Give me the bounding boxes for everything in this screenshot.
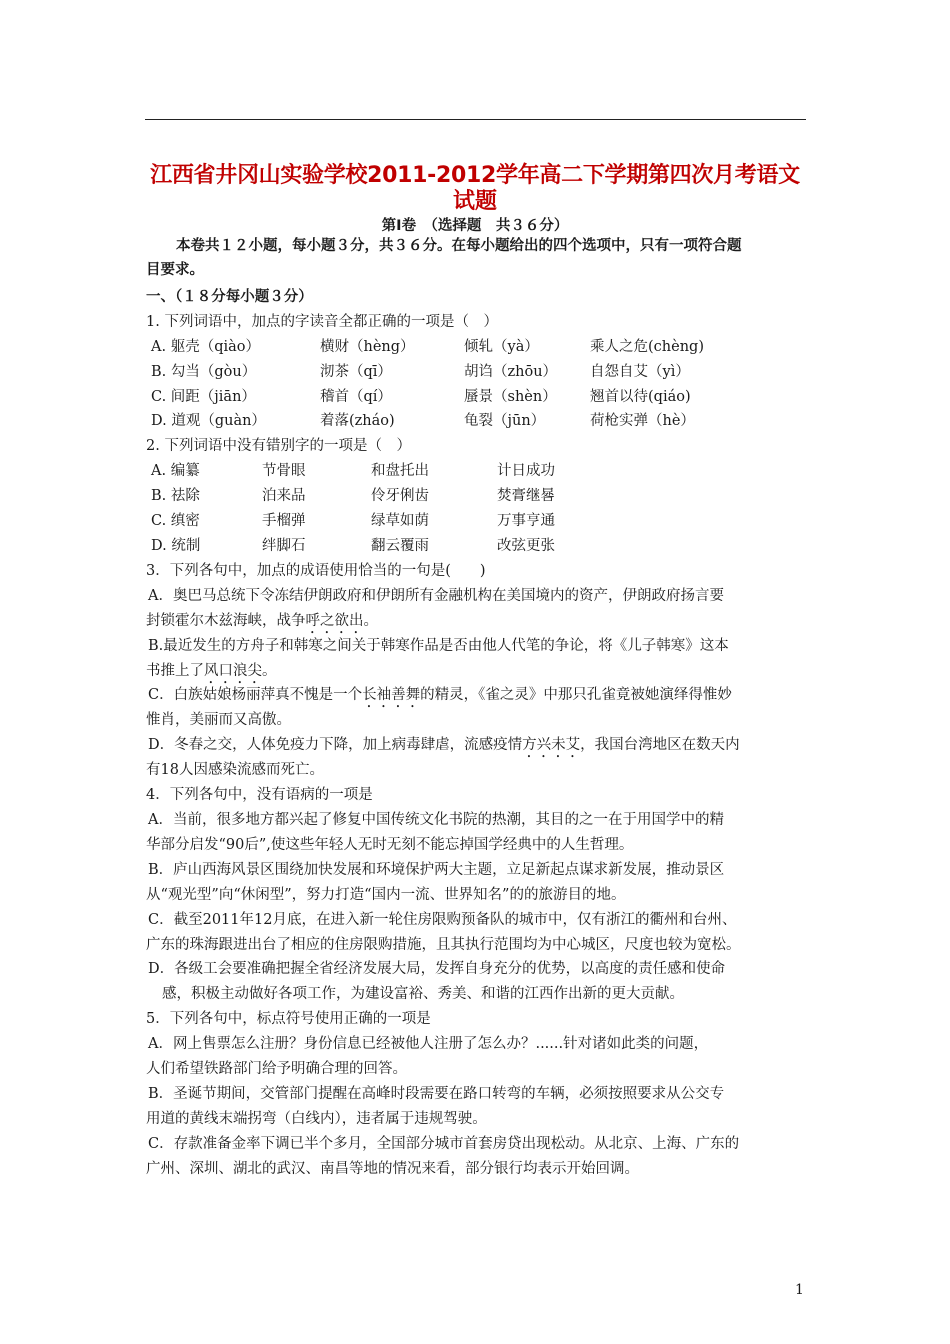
q3-option-b-line2: 书推上了风口浪尖。	[146, 663, 277, 679]
q1-option-cell: 倾轧（yà）	[464, 339, 539, 355]
q2-option-cell: 万事亨通	[497, 513, 555, 529]
q2-option-cell: 节骨眼	[262, 463, 306, 479]
q1-option-cell: 着落(zháo)	[320, 413, 395, 429]
header-rule	[145, 119, 806, 120]
q2-option-cell: 伶牙俐齿	[371, 488, 429, 504]
q1-option-cell: 胡诌（zhōu）	[464, 364, 558, 380]
q3-idiom-c: 长袖善舞	[362, 687, 421, 703]
q2-option-cell: D. 统制	[151, 538, 201, 554]
q3-idiom-a: 呼之欲出	[305, 613, 364, 629]
q3-option-d-line2: 有18人因感染流感而死亡。	[146, 762, 324, 778]
q5-line: B．圣诞节期间，交管部门提醒在高峰时段需要在路口转弯的车辆，必须按照要求从公交专	[148, 1086, 725, 1102]
q5-line: 人们希望铁路部门给予明确合理的回答。	[146, 1061, 407, 1077]
section-heading: 第Ⅰ卷 （选择题 共３６分）	[381, 218, 569, 234]
intro-line1: 本卷共１２小题，每小题３分，共３６分。在每小题给出的四个选项中，只有一项符合题	[176, 238, 742, 254]
q3-option-a-line1: A．奥巴马总统下令冻结伊朗政府和伊朗所有金融机构在美国境内的资产，伊朗政府扬言要	[148, 588, 724, 604]
q1-option-cell: B. 勾当（gòu）	[151, 364, 257, 380]
q1-option-cell: 龟裂（jūn）	[464, 413, 546, 429]
q1-option-cell: 翘首以待(qiáo)	[590, 389, 691, 405]
q3-option-a-line2: 封锁霍尔木兹海峡，战争呼之欲出。	[146, 613, 378, 629]
q4-line: 华部分启发“90后”,使这些年轻人无时无刻不能忘掉国学经典中的人生哲理。	[146, 837, 634, 853]
q5-stem: 5．下列各句中，标点符号使用正确的一项是	[146, 1011, 431, 1027]
title-line2: 试题	[452, 189, 497, 214]
title-line1: 江西省井冈山实验学校2011-2012学年高二下学期第四次月考语文	[150, 163, 800, 188]
q1-stem: 1. 下列词语中，加点的字读音全都正确的一项是（ ）	[146, 314, 498, 330]
q5-line: A．网上售票怎么注册？身份信息已经被他人注册了怎么办？......针对诸如此类的问题，	[148, 1036, 709, 1052]
q2-option-cell: 泊来品	[262, 488, 306, 504]
q3-stem: 3．下列各句中，加点的成语使用恰当的一句是( )	[146, 563, 486, 579]
q1-option-cell: 自怨自艾（yì）	[590, 364, 690, 380]
q3-option-c-line2: 惟肖，美丽而又高傲。	[146, 712, 291, 728]
q4-line: A．当前，很多地方都兴起了修复中国传统文化书院的热潮，其目的之一在于用国学中的精	[148, 812, 724, 828]
q5-line: C．存款准备金率下调已半个多月，全国部分城市首套房贷出现松动。从北京、上海、广东的	[148, 1136, 740, 1152]
q2-option-cell: A. 编纂	[151, 463, 200, 479]
q4-line: 广东的珠海跟进出台了相应的住房限购措施，且其执行范围均为中心城区，尺度也较为宽松。	[146, 937, 741, 953]
q2-option-cell: 和盘托出	[371, 463, 429, 479]
part-heading: 一、（１８分每小题３分）	[146, 289, 313, 305]
q1-option-cell: A. 躯壳（qiào）	[151, 339, 260, 355]
q1-option-cell: 乘人之危(chèng)	[590, 339, 704, 355]
q2-stem: 2. 下列词语中没有错别字的一项是（ ）	[146, 438, 411, 454]
q2-option-cell: 计日成功	[497, 463, 555, 479]
q2-option-cell: 改弦更张	[497, 538, 555, 554]
q2-option-cell: 绿草如荫	[371, 513, 429, 529]
q2-option-cell: 翻云覆雨	[371, 538, 429, 554]
q4-line: 感，积极主动做好各项工作，为建设富裕、秀美、和谐的江西作出新的更大贡献。	[162, 986, 684, 1002]
q1-option-cell: C. 间距（jiān）	[151, 389, 256, 405]
q2-option-cell: B. 祛除	[151, 488, 200, 504]
q5-line: 用道的黄线末端拐弯（白线内），违者属于违规驾驶。	[146, 1111, 487, 1127]
q1-option-cell: 沏茶（qī）	[320, 364, 392, 380]
q3-idiom-b: 风口浪尖	[204, 663, 262, 679]
q1-option-cell: 荷枪实弹（hè）	[590, 413, 695, 429]
q3-option-d-line1: D．冬春之交，人体免疫力下降，加上病毒肆虐，流感疫情方兴未艾，我国台湾地区在数天内	[148, 737, 740, 753]
q2-option-cell: 手榴弹	[262, 513, 306, 529]
q1-option-cell: 稽首（qí）	[320, 389, 392, 405]
intro-line2: 目要求。	[146, 262, 204, 278]
q3-option-c-line1: C．白族姑娘杨丽萍真不愧是一个长袖善舞的精灵，《雀之灵》中那只孔雀竟被她演绎得惟妙	[148, 687, 732, 703]
q4-stem: 4．下列各句中，没有语病的一项是	[146, 787, 373, 803]
q5-line: 广州、深圳、湖北的武汉、南昌等地的情况来看，部分银行均表示开始回调。	[146, 1161, 639, 1177]
q2-option-cell: 绊脚石	[262, 538, 306, 554]
q3-idiom-d: 方兴未艾	[522, 737, 581, 753]
q4-line: B．庐山西海风景区围绕加快发展和环境保护两大主题，立足新起点谋求新发展，推动景区	[148, 862, 725, 878]
q4-line: D．各级工会要准确把握全省经济发展大局，发挥自身充分的优势，以高度的责任感和使命	[148, 961, 726, 977]
q4-line: C．截至2011年12月底，在进入新一轮住房限购预备队的城市中，仅有浙江的衢州和台州、	[148, 912, 737, 928]
q1-option-cell: 横财（hèng）	[320, 339, 415, 355]
page-number: 1	[795, 1282, 804, 1298]
q2-option-cell: 焚膏继晷	[497, 488, 555, 504]
q4-line: 从“观光型”向“休闲型”，努力打造“国内一流、世界知名”的的旅游目的地。	[146, 887, 626, 903]
q1-option-cell: D. 道观（guàn）	[151, 413, 266, 429]
q1-option-cell: 蜃景（shèn）	[464, 389, 557, 405]
q3-option-b-line1: B.最近发生的方舟子和韩寒之间关于韩寒作品是否由他人代笔的争论，将《儿子韩寒》这本	[148, 638, 729, 654]
q2-option-cell: C. 缜密	[151, 513, 200, 529]
